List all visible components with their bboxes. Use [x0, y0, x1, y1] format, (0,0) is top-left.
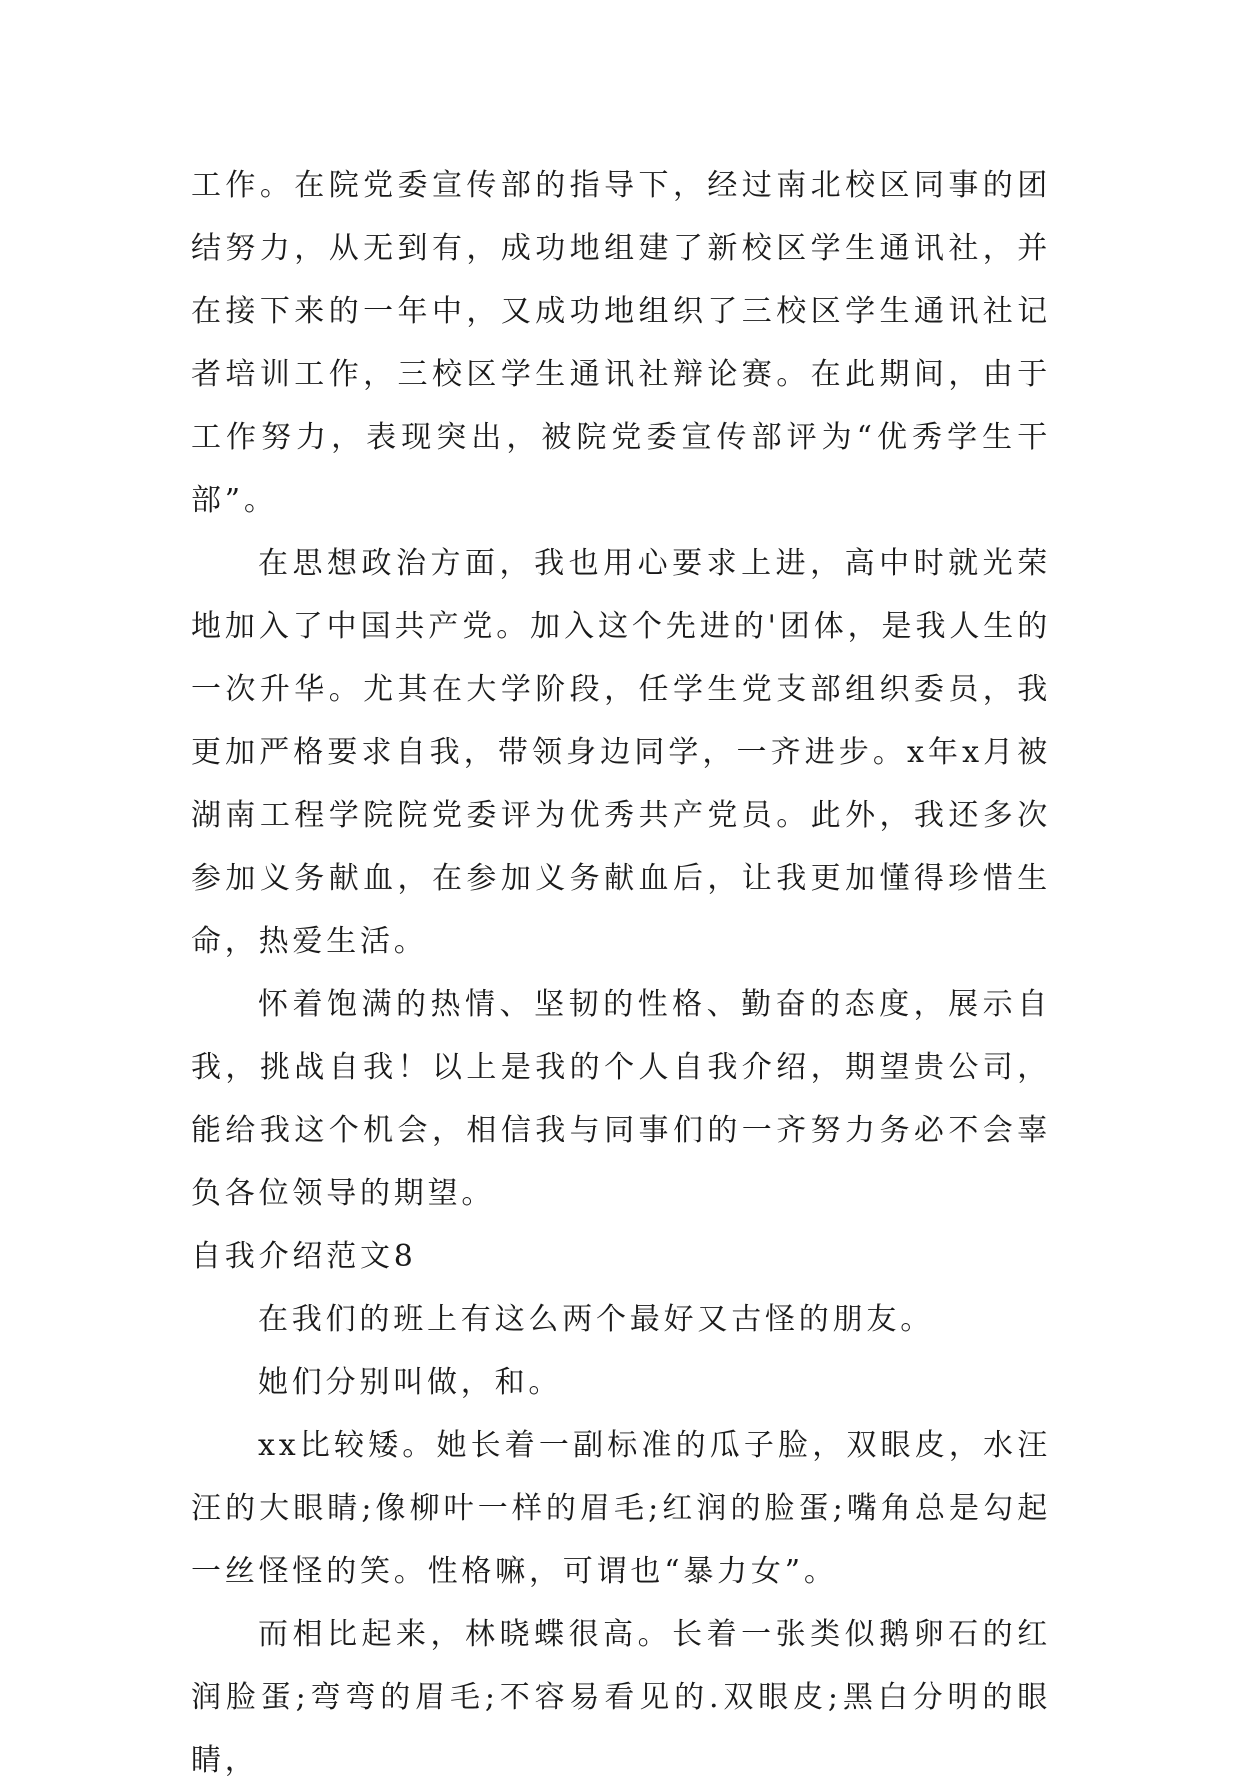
paragraph-friend-two: 而相比起来，林晓蝶很高。长着一张类似鹅卵石的红润脸蛋;弯弯的眉毛;不容易看见的.双眼皮;黑白分明的眼睛， [191, 1617, 1051, 1778]
paragraph-friend-one: xx比较矮。她长着一副标准的瓜子脸，双眼皮，水汪汪的大眼睛;像柳叶一样的眉毛;红润的脸蛋;嘴角总是勾起一丝怪怪的笑。性格嘛，可谓也“暴力女”。 [191, 1428, 1051, 1589]
paragraph-friends-intro: 在我们的班上有这么两个最好又古怪的朋友。 [258, 1302, 934, 1337]
section-heading: 自我介绍范文8 [191, 1239, 417, 1274]
paragraph-political-thought: 在思想政治方面，我也用心要求上进，高中时就光荣地加入了中国共产党。加入这个先进的'团体，是我人生的一次升华。尤其在大学阶段，任学生党支部组织委员，我更加严格要求自我，带领身边同学，一齐进步。x年x月被湖南工程学院院党委评为优秀共产党员。此外，我还多次参加义务献血，在参加义务献血后，让我更加懂得珍惜生命，热爱生活。 [191, 546, 1051, 959]
document-body [191, 154, 1051, 1792]
paragraph-friends-names: 她们分别叫做，和。 [258, 1365, 563, 1400]
paragraph-work-experience: 工作。在院党委宣传部的指导下，经过南北校区同事的团结努力，从无到有，成功地组建了新校区学生通讯社，并在接下来的一年中，又成功地组织了三校区学生通讯社记者培训工作，三校区学生通讯社辩论赛。在此期间，由于工作努力，表现突出，被院党委宣传部评为“优秀学生干部”。 [191, 168, 1051, 518]
paragraph-closing: 怀着饱满的热情、坚韧的性格、勤奋的态度，展示自我，挑战自我！以上是我的个人自我介绍，期望贵公司，能给我这个机会，相信我与同事们的一齐努力务必不会辜负各位领导的期望。 [191, 987, 1051, 1211]
